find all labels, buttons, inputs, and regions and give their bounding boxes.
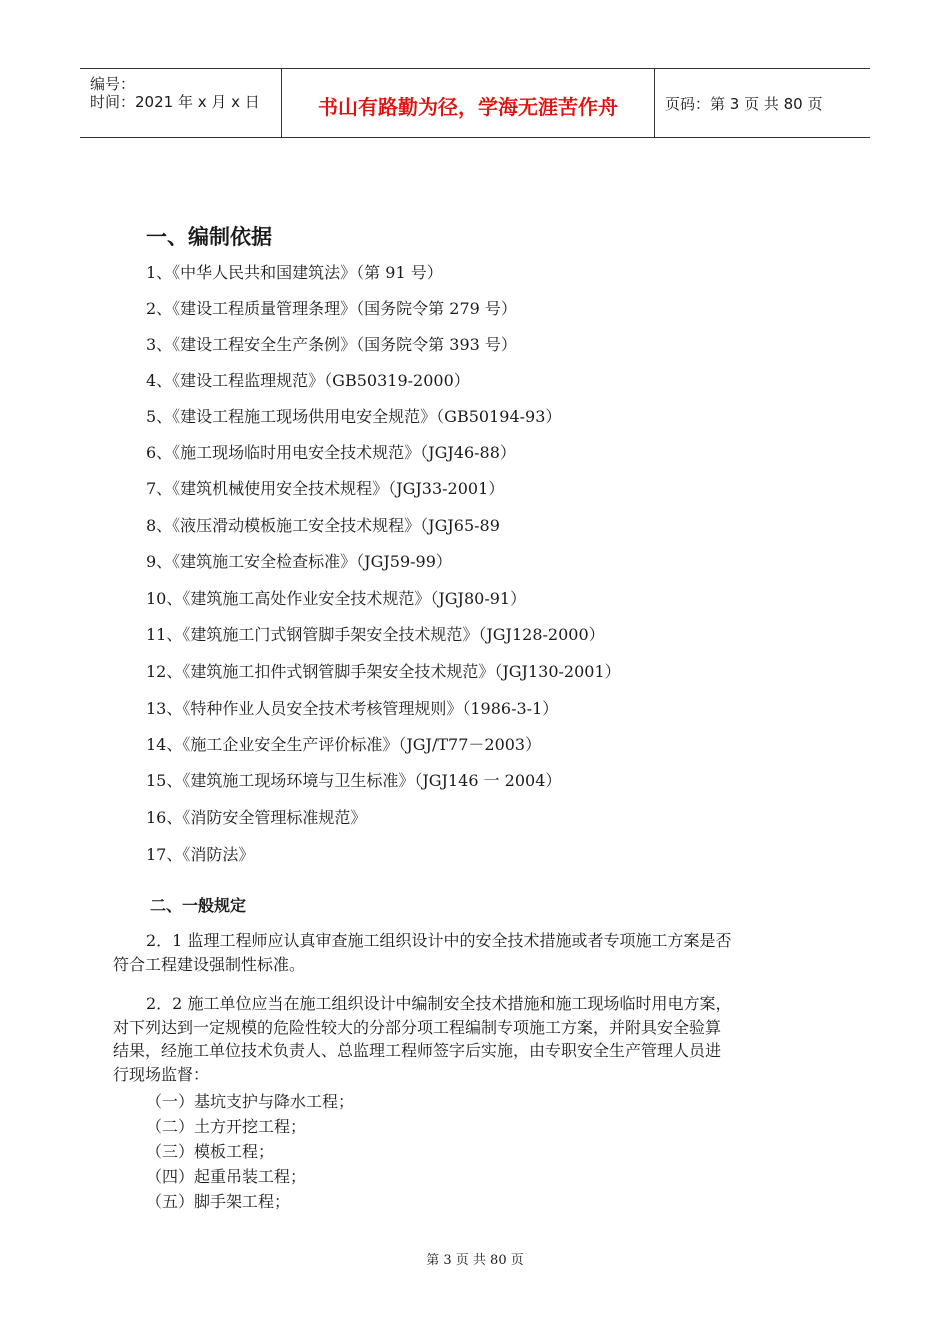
reference-item: 2、《建设工程质量管理条理》（国务院令第 279 号） — [146, 299, 517, 318]
paragraph-line: 2．1 监理工程师应认真审查施工组织设计中的安全技术措施或者专项施工方案是否 — [146, 931, 732, 950]
reference-item: 8、《液压滑动模板施工安全技术规程》（JGJ65-89 — [146, 516, 500, 535]
paragraph-line: 符合工程建设强制性标准。 — [113, 954, 306, 974]
section-title-basis: 一、编制依据 — [146, 225, 272, 249]
reference-item: 4、《建设工程监理规范》（GB50319-2000） — [146, 371, 470, 390]
reference-item: 5、《建设工程施工现场供用电安全规范》（GB50194-93） — [146, 407, 562, 426]
reference-item: 12、《建筑施工扣件式钢管脚手架安全技术规范》（JGJ130-2001） — [146, 662, 621, 681]
header-page-info: 页码：第 3 页 共 80 页 — [665, 95, 823, 113]
list-item: （一）基坑支护与降水工程； — [146, 1092, 355, 1111]
reference-item: 11、《建筑施工门式钢管脚手架安全技术规范》（JGJ128-2000） — [146, 625, 605, 644]
reference-item: 6、《施工现场临时用电安全技术规范》（JGJ46-88） — [146, 443, 516, 462]
list-item: （二）土方开挖工程； — [146, 1117, 307, 1136]
motto-text: 书山有路勤为径，学海无涯苦作舟 — [318, 95, 618, 119]
header-meta-cell — [80, 69, 282, 137]
reference-item: 1、《中华人民共和国建筑法》（第 91 号） — [146, 263, 443, 282]
page-footer: 第 3 页 共 80 页 — [426, 1253, 524, 1268]
header-motto-cell — [282, 69, 655, 137]
reference-item: 15、《建筑施工现场环境与卫生标准》（JGJ146 一 2004） — [146, 771, 562, 790]
page-header — [80, 68, 870, 138]
header-page-cell — [655, 69, 870, 137]
paragraph-line: 对下列达到一定规模的危险性较大的分部分项工程编制专项施工方案，并附具安全验算 — [113, 1017, 722, 1037]
paragraph-line: 行现场监督： — [113, 1064, 210, 1084]
serial-label: 编号： — [90, 75, 136, 93]
reference-item: 13、《特种作业人员安全技术考核管理规则》（1986-3-1） — [146, 699, 559, 718]
reference-item: 10、《建筑施工高处作业安全技术规范》（JGJ80-91） — [146, 589, 527, 608]
paragraph-2-2 — [113, 992, 855, 1086]
paragraph-line: 结果，经施工单位技术负责人、总监理工程师签字后实施，由专职安全生产管理人员进 — [113, 1041, 722, 1060]
paragraph-line: 2．2 施工单位应当在施工组织设计中编制安全技术措施和施工现场临时用电方案， — [146, 994, 732, 1013]
paragraph-2-1 — [113, 929, 855, 976]
list-item: （三）模板工程； — [146, 1142, 275, 1161]
reference-item: 14、《施工企业安全生产评价标准》（JGJ/T77－2003） — [146, 735, 542, 754]
reference-item: 9、《建筑施工安全检查标准》（JGJ59-99） — [146, 552, 452, 571]
list-item: （四）起重吊装工程； — [146, 1167, 307, 1186]
reference-item: 16、《消防安全管理标准规范》 — [146, 808, 367, 827]
section-title-general: 二、一般规定 — [150, 896, 247, 915]
list-item: （五）脚手架工程； — [146, 1192, 291, 1211]
date-label: 时间：2021 年 x 月 x 日 — [90, 93, 260, 111]
reference-item: 7、《建筑机械使用安全技术规程》（JGJ33-2001） — [146, 479, 505, 498]
reference-item: 17、《消防法》 — [146, 845, 255, 864]
reference-item: 3、《建设工程安全生产条例》（国务院令第 393 号） — [146, 335, 517, 354]
